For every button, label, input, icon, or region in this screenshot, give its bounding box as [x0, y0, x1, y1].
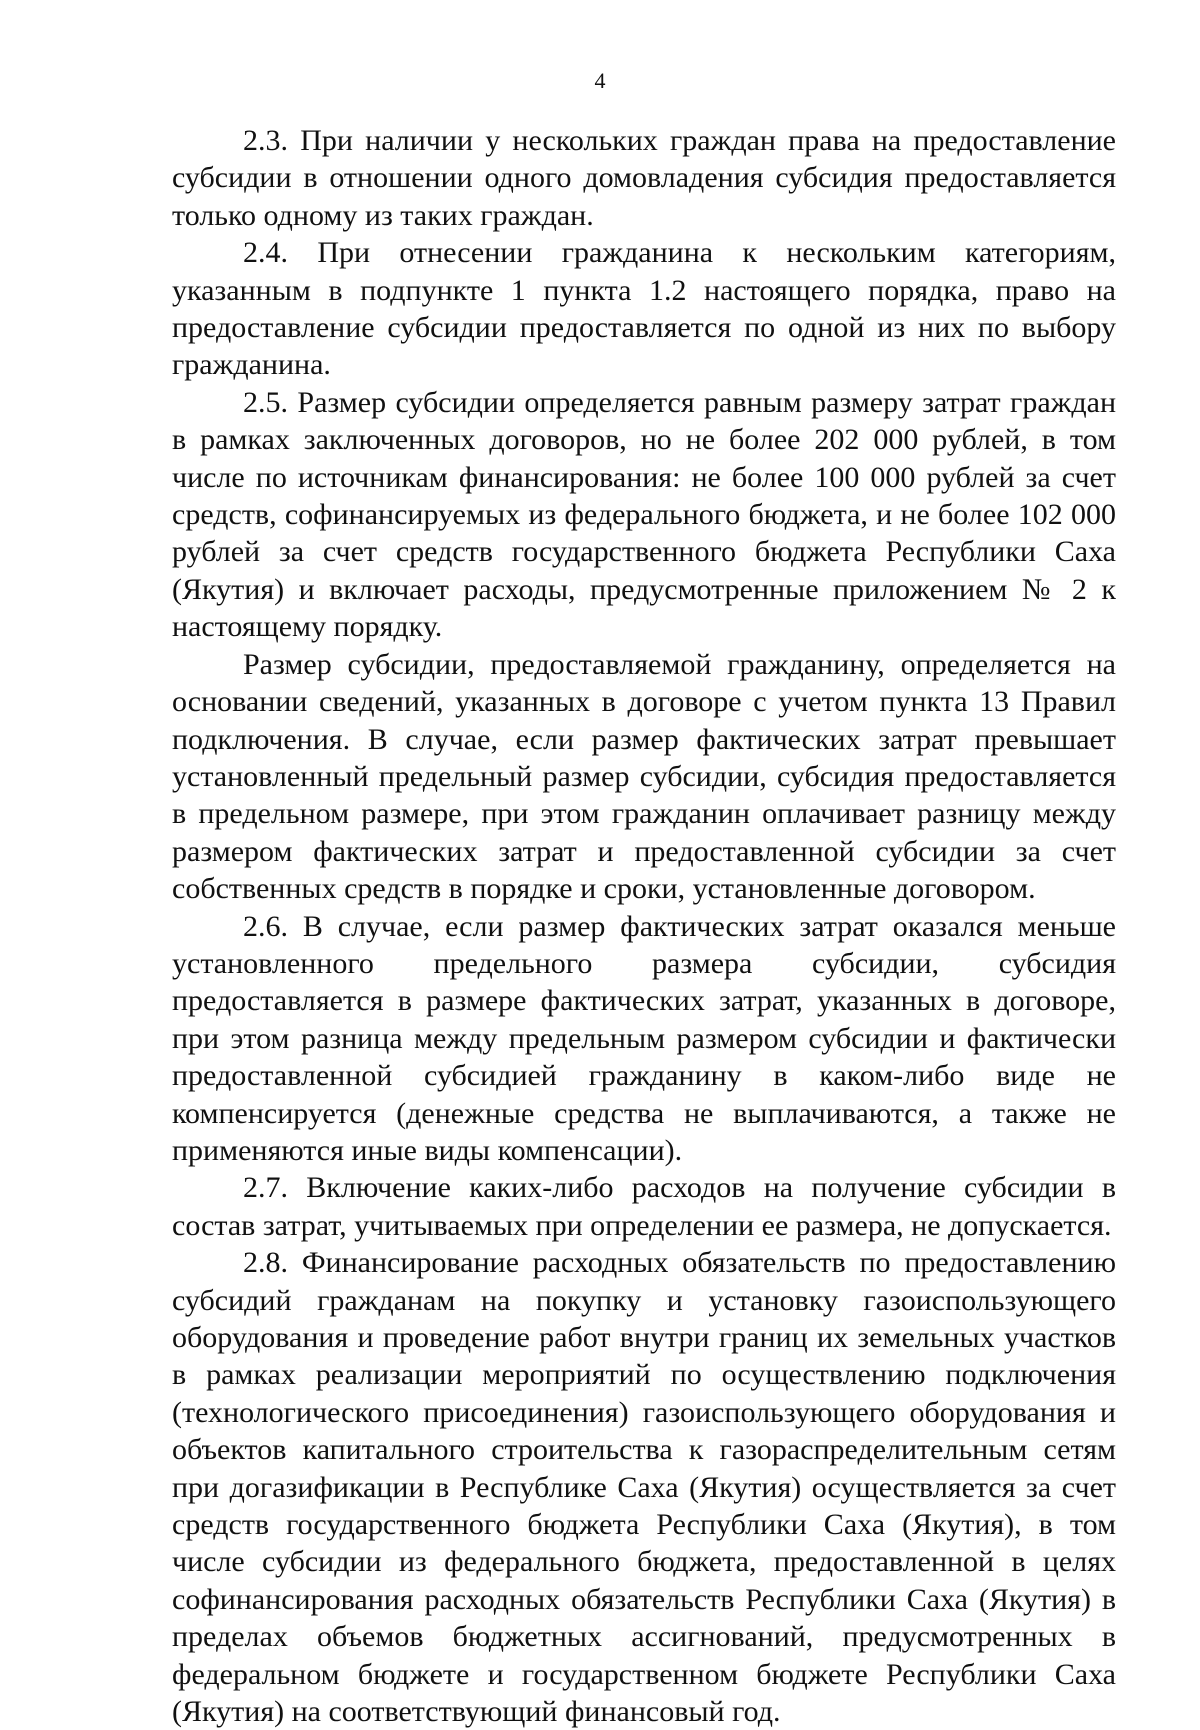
paragraph-2-5: 2.5. Размер субсидии определяется равным размеру затрат граждан в рамках заключенных договоров, но не более 202 000 рублей, в том числе по источникам финансирования: не более 100 000 рублей за счет средств, софинансируемых из федерального бюджета, и не более 102 000 рублей за счет средств государственного бюджета Республики Саха (Якутия) и включает расходы, предусмотренные приложением № 2 к настоящему порядку. [172, 385, 1116, 644]
document-body [172, 122, 1116, 1730]
paragraph-2-5-continued: Размер субсидии, предоставляемой гражданину, определяется на основании сведений, указанных в договоре с учетом пункта 13 Правил подключения. В случае, если размер фактических затрат превышает установленный предельный размер субсидии, субсидия предоставляется в предельном размере, при этом гражданин оплачивает разницу между размером фактических затрат и предоставленной субсидии за счет собственных средств в порядке и сроки, установленные договором. [172, 647, 1116, 906]
paragraph-2-4: 2.4. При отнесении гражданина к нескольким категориям, указанным в подпункте 1 пункта 1.2 настоящего порядка, право на предоставление субсидии предоставляется по одной из них по выбору гражданина. [172, 236, 1116, 382]
paragraph-2-8: 2.8. Финансирование расходных обязательств по предоставлению субсидий гражданам на покупку и установку газоиспользующего оборудования и проведение работ внутри границ их земельных участков в рамках реализации мероприятий по осуществлению подключения (технологического присоединения) газоиспользующего оборудования и объектов капитального строительства к газораспределительным сетям при догазификации в Республике Саха (Якутия) осуществляется за счет средств государственного бюджета Республики Саха (Якутия), в том числе субсидии из федерального бюджета, предоставленной в целях софинансирования расходных обязательств Республики Саха (Якутия) в пределах объемов бюджетных ассигнований, предусмотренных в федеральном бюджете и государственном бюджете Республики Саха (Якутия) на соответствующий финансовый год. [172, 1246, 1116, 1729]
paragraph-2-6: 2.6. В случае, если размер фактических затрат оказался меньше установленного предельного размера субсидии, субсидия предоставляется в размере фактических затрат, указанных в договоре, при этом разница между предельным размером субсидии и фактически предоставленной субсидией гражданину в каком-либо виде не компенсируется (денежные средства не выплачиваются, а также не применяются иные виды компенсации). [172, 909, 1116, 1167]
paragraph-2-3: 2.3. При наличии у нескольких граждан права на предоставление субсидии в отношении одного домовладения субсидия предоставляется только одному из таких граждан. [172, 124, 1116, 232]
page-number: 4 [594, 68, 606, 93]
paragraph-2-7: 2.7. Включение каких-либо расходов на получение субсидии в состав затрат, учитываемых при определении ее размера, не допускается. [172, 1171, 1116, 1242]
